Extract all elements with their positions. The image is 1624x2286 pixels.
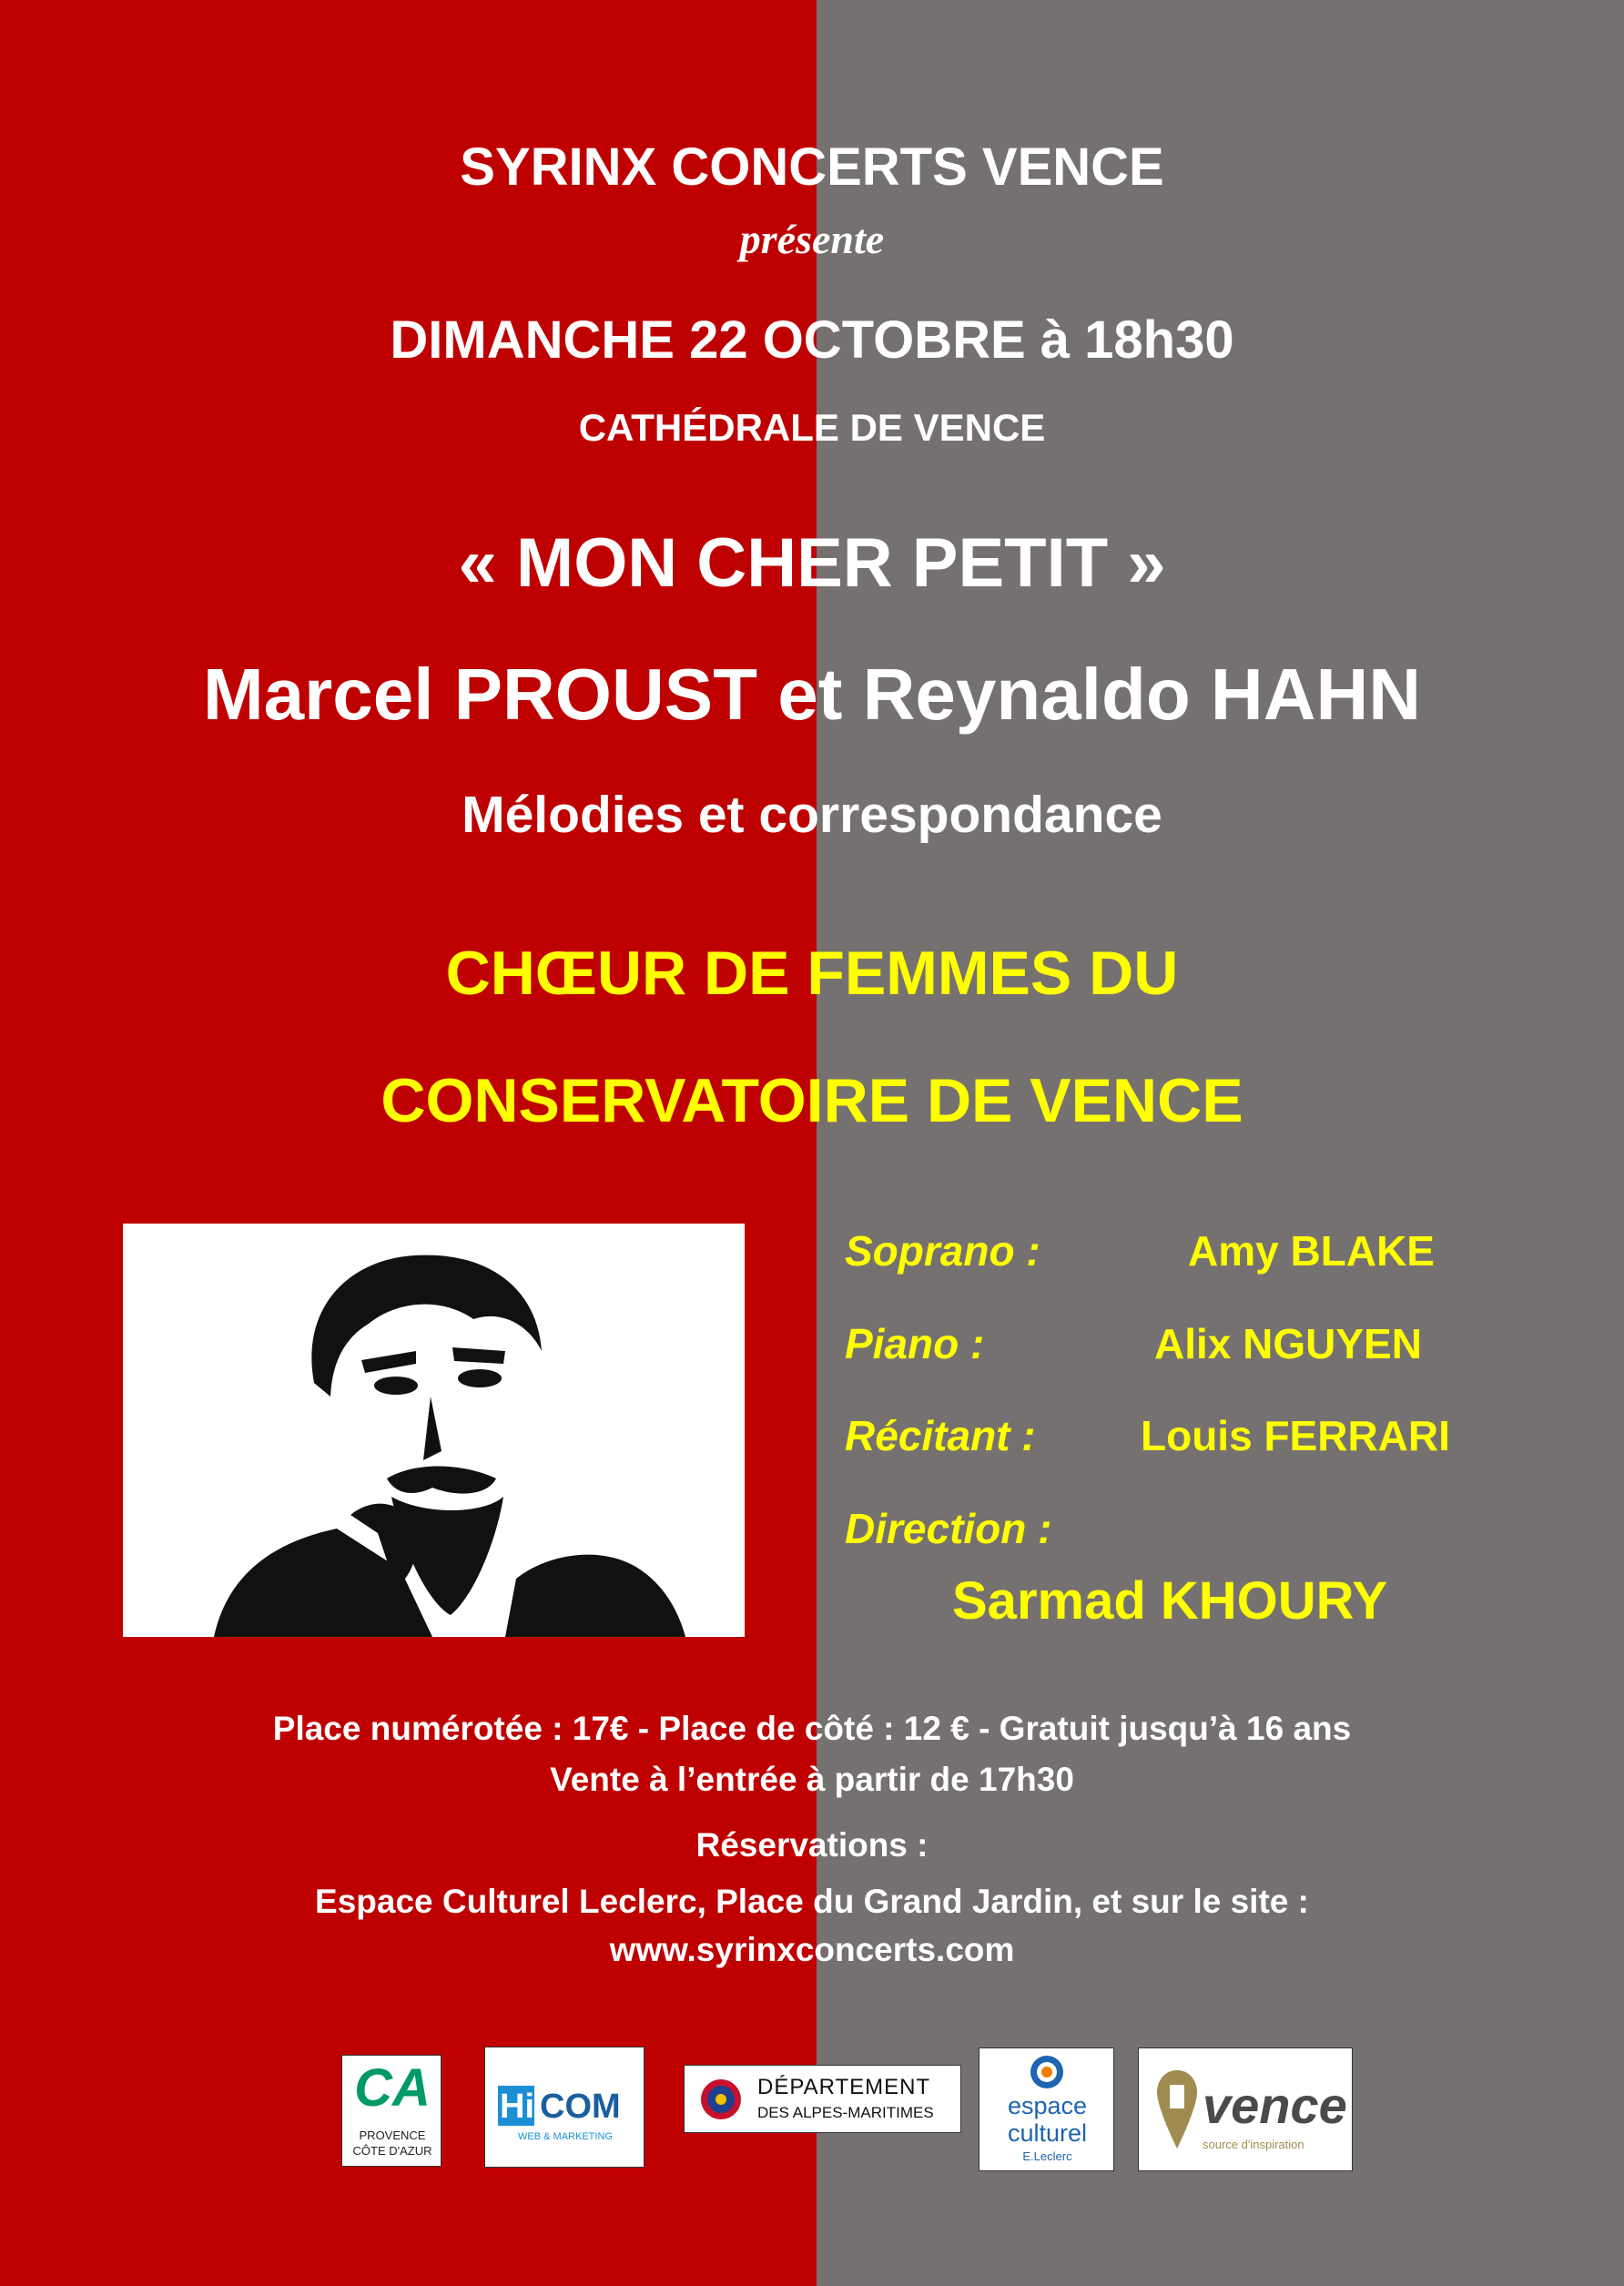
- espace-culturel-line2: culturel: [1007, 2119, 1088, 2147]
- reservations-label: Réservations :: [695, 1826, 929, 1864]
- espace-culturel-line1: espace: [1007, 2092, 1088, 2119]
- performer-role-reciter: Récitant :: [845, 1412, 1036, 1459]
- hicom-com-text: COM: [540, 2088, 621, 2126]
- vence-location-pin-icon: [1155, 2068, 1199, 2152]
- program-title: « MON CHER PETIT »: [458, 524, 1166, 602]
- credit-agricole-region-line1: PROVENCE: [359, 2129, 426, 2142]
- espace-culturel-target-icon: [1029, 2054, 1065, 2090]
- proust-portrait-image: [123, 1224, 745, 1637]
- credit-agricole-region-line2: CÔTE D'AZUR: [352, 2144, 432, 2158]
- performer-role-direction: Direction :: [845, 1505, 1052, 1552]
- credit-agricole-logo: [341, 2055, 442, 2167]
- program-subtitle: Mélodies et correspondance: [462, 786, 1162, 844]
- vence-lettering: vence: [1203, 2077, 1347, 2134]
- credit-agricole-lettering: CA: [354, 2058, 431, 2118]
- ticket-sale-info: Vente à l’entrée à partir de 17h30: [550, 1761, 1074, 1798]
- performer-name-direction: Sarmad KHOURY: [952, 1571, 1388, 1631]
- departement-line2: DES ALPES-MARITIMES: [757, 2104, 934, 2121]
- departement-logo: [684, 2065, 961, 2133]
- organizer-name: SYRINX CONCERTS VENCE: [460, 137, 1164, 197]
- website-link[interactable]: www.syrinxconcerts.com: [609, 1931, 1015, 1968]
- departement-line1: DÉPARTEMENT: [757, 2075, 931, 2099]
- hicom-tagline: WEB & MARKETING: [518, 2131, 613, 2142]
- performer-role-soprano: Soprano :: [845, 1227, 1040, 1275]
- espace-culturel-logo: [979, 2047, 1114, 2171]
- performer-name-piano: Alix NGUYEN: [1154, 1320, 1422, 1367]
- event-venue: CATHÉDRALE DE VENCE: [578, 406, 1046, 449]
- performer-role-piano: Piano :: [845, 1320, 985, 1367]
- hicom-hi-text: Hi: [500, 2088, 534, 2126]
- hicom-logo: [484, 2047, 645, 2168]
- espace-culturel-line3: E.Leclerc: [1022, 2149, 1072, 2163]
- ticket-pricing: Place numérotée : 17€ - Place de côté : 12 € - Gratuit jusqu’à 16 ans: [272, 1710, 1352, 1747]
- composers-heading: Marcel PROUST et Reynaldo HAHN: [202, 654, 1422, 735]
- vence-logo: [1138, 2047, 1353, 2171]
- performer-name-reciter: Louis FERRARI: [1141, 1412, 1450, 1459]
- reservations-location: Espace Culturel Leclerc, Place du Grand Jardin, et sur le site :: [315, 1883, 1309, 1920]
- departement-emblem-icon: [699, 2078, 743, 2121]
- event-date-time: DIMANCHE 22 OCTOBRE à 18h30: [390, 310, 1234, 370]
- choir-name-line2: CONSERVATOIRE DE VENCE: [381, 1066, 1243, 1135]
- presents-label: présente: [739, 216, 885, 262]
- choir-name-line1: CHŒUR DE FEMMES DU: [445, 939, 1179, 1008]
- performer-name-soprano: Amy BLAKE: [1188, 1227, 1435, 1275]
- vence-tagline: source d'inspiration: [1203, 2138, 1304, 2151]
